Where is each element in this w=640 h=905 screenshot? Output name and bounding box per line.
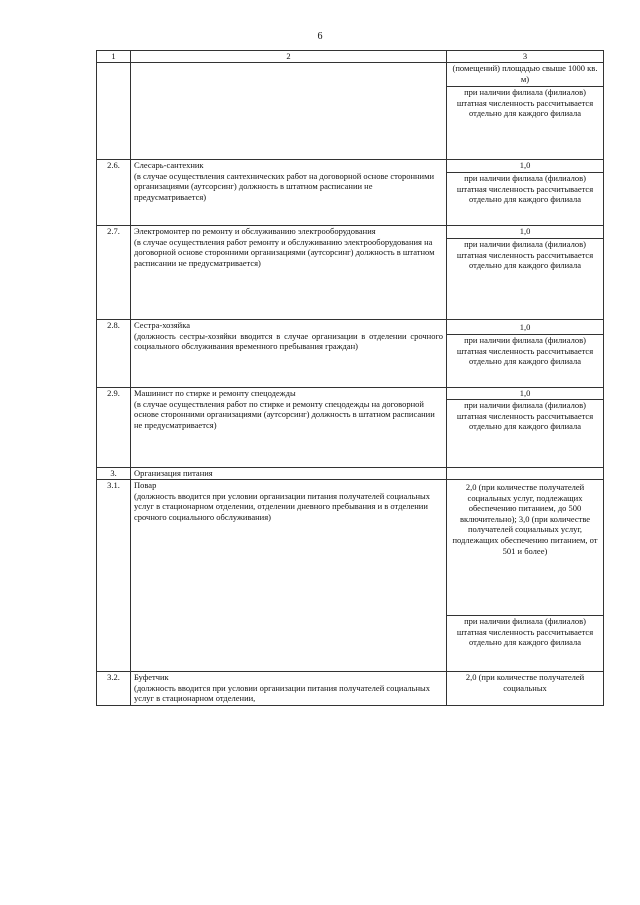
row-title: Буфетчик (134, 672, 169, 682)
value-line: (помещений) площадью свыше 1000 кв. м) (447, 63, 603, 87)
value-line: 1,0 (447, 320, 603, 335)
row-values (447, 320, 604, 388)
row-number: 3. (97, 468, 131, 480)
row-title: Машинист по стирке и ремонту спецодежды (134, 388, 296, 398)
table-row (97, 388, 604, 468)
row-values: 2,0 (при количестве получателей социальных (447, 672, 604, 706)
value-line: при наличии филиала (филиалов) штатная численность рассчитывается отдельно для каждого филиала (456, 173, 594, 205)
value-line: при наличии филиала (филиалов) штатная численность рассчитывается отдельно для каждого филиала (456, 87, 594, 119)
value-line: 1,0 (447, 160, 603, 173)
value-line: 1,0 (447, 388, 603, 400)
header-cell-3: 3 (447, 51, 604, 63)
row-values (447, 480, 604, 672)
page-number: 6 (317, 31, 323, 42)
row-values (447, 226, 604, 320)
row-number: 2.9. (97, 388, 131, 468)
value-line: при наличии филиала (филиалов) штатная численность рассчитывается отдельно для каждого филиала (456, 400, 594, 432)
row-description (131, 672, 447, 706)
row-note: (должность вводится при условии организации питания получателей социальных услуг в стационарном отделении, отделении дневного пребывания и в отделении срочного социального обслуживания) (134, 490, 430, 522)
table-row (97, 63, 604, 160)
row-title: Слесарь-сантехник (134, 160, 204, 170)
row-description (131, 160, 447, 226)
row-title: Повар (134, 480, 157, 490)
value-line: при наличии филиала (филиалов) штатная численность рассчитывается отдельно для каждого филиала (456, 335, 594, 367)
row-values (447, 160, 604, 226)
row-title: Организация питания (131, 468, 447, 480)
staffing-table (96, 50, 604, 706)
row-note: (в случае осуществления сантехнических работ на договорной основе сторонними организациями (аутсорсинг) должность в штатном расписании не предусматривается) (134, 170, 435, 202)
value-line: 2,0 (при количестве получателей социальных услуг, подлежащих обеспечению питанием, до 500 включительно); 3,0 (при количестве получателей социальных услуг, подлежащих обеспечению питанием, от 501 и более) (447, 480, 603, 616)
value-line: 1,0 (447, 226, 603, 239)
row-number: 3.2. (97, 672, 131, 706)
row-title: Сестра-хозяйка (134, 320, 190, 330)
row-note: (должность вводится при условии организации питания получателей социальных услуг в стационарном отделении, (134, 682, 430, 704)
table-row (97, 160, 604, 226)
row-number: 3.1. (97, 480, 131, 672)
row-number: 2.6. (97, 160, 131, 226)
header-cell-1: 1 (97, 51, 131, 63)
table-row (97, 226, 604, 320)
row-title: Электромонтер по ремонту и обслуживанию электрооборудования (134, 226, 376, 236)
row-values (447, 468, 604, 480)
row-values (447, 63, 604, 160)
row-number: 2.7. (97, 226, 131, 320)
row-description (131, 388, 447, 468)
row-description (131, 480, 447, 672)
header-cell-2: 2 (131, 51, 447, 63)
table-row (97, 468, 604, 480)
table-row (97, 480, 604, 672)
value-line: при наличии филиала (филиалов) штатная численность рассчитывается отдельно для каждого филиала (456, 616, 594, 648)
row-note: (должность сестры-хозяйки вводится в случае организации в отделении срочного социального обслуживания временного пребывания граждан) (134, 330, 443, 352)
row-values (447, 388, 604, 468)
table-row (97, 672, 604, 706)
row-description (131, 226, 447, 320)
row-number: 2.8. (97, 320, 131, 388)
value-line: при наличии филиала (филиалов) штатная численность рассчитывается отдельно для каждого филиала (456, 239, 594, 271)
table-row (97, 320, 604, 388)
row-note: (в случае осуществления работ по стирке и ремонту спецодежды на договорной основе сторонними организациями (аутсорсинг) должность в штатном расписании не предусматривается) (134, 398, 435, 430)
row-note: (в случае осуществления работ ремонту и обслуживанию электрооборудования на договорной основе сторонними организациями (аутсорсинг) должность в штатном расписании не предусматривается) (134, 236, 435, 268)
row-number (97, 63, 131, 160)
row-description (131, 320, 447, 388)
row-title (131, 63, 447, 160)
table-header-row (97, 51, 604, 63)
